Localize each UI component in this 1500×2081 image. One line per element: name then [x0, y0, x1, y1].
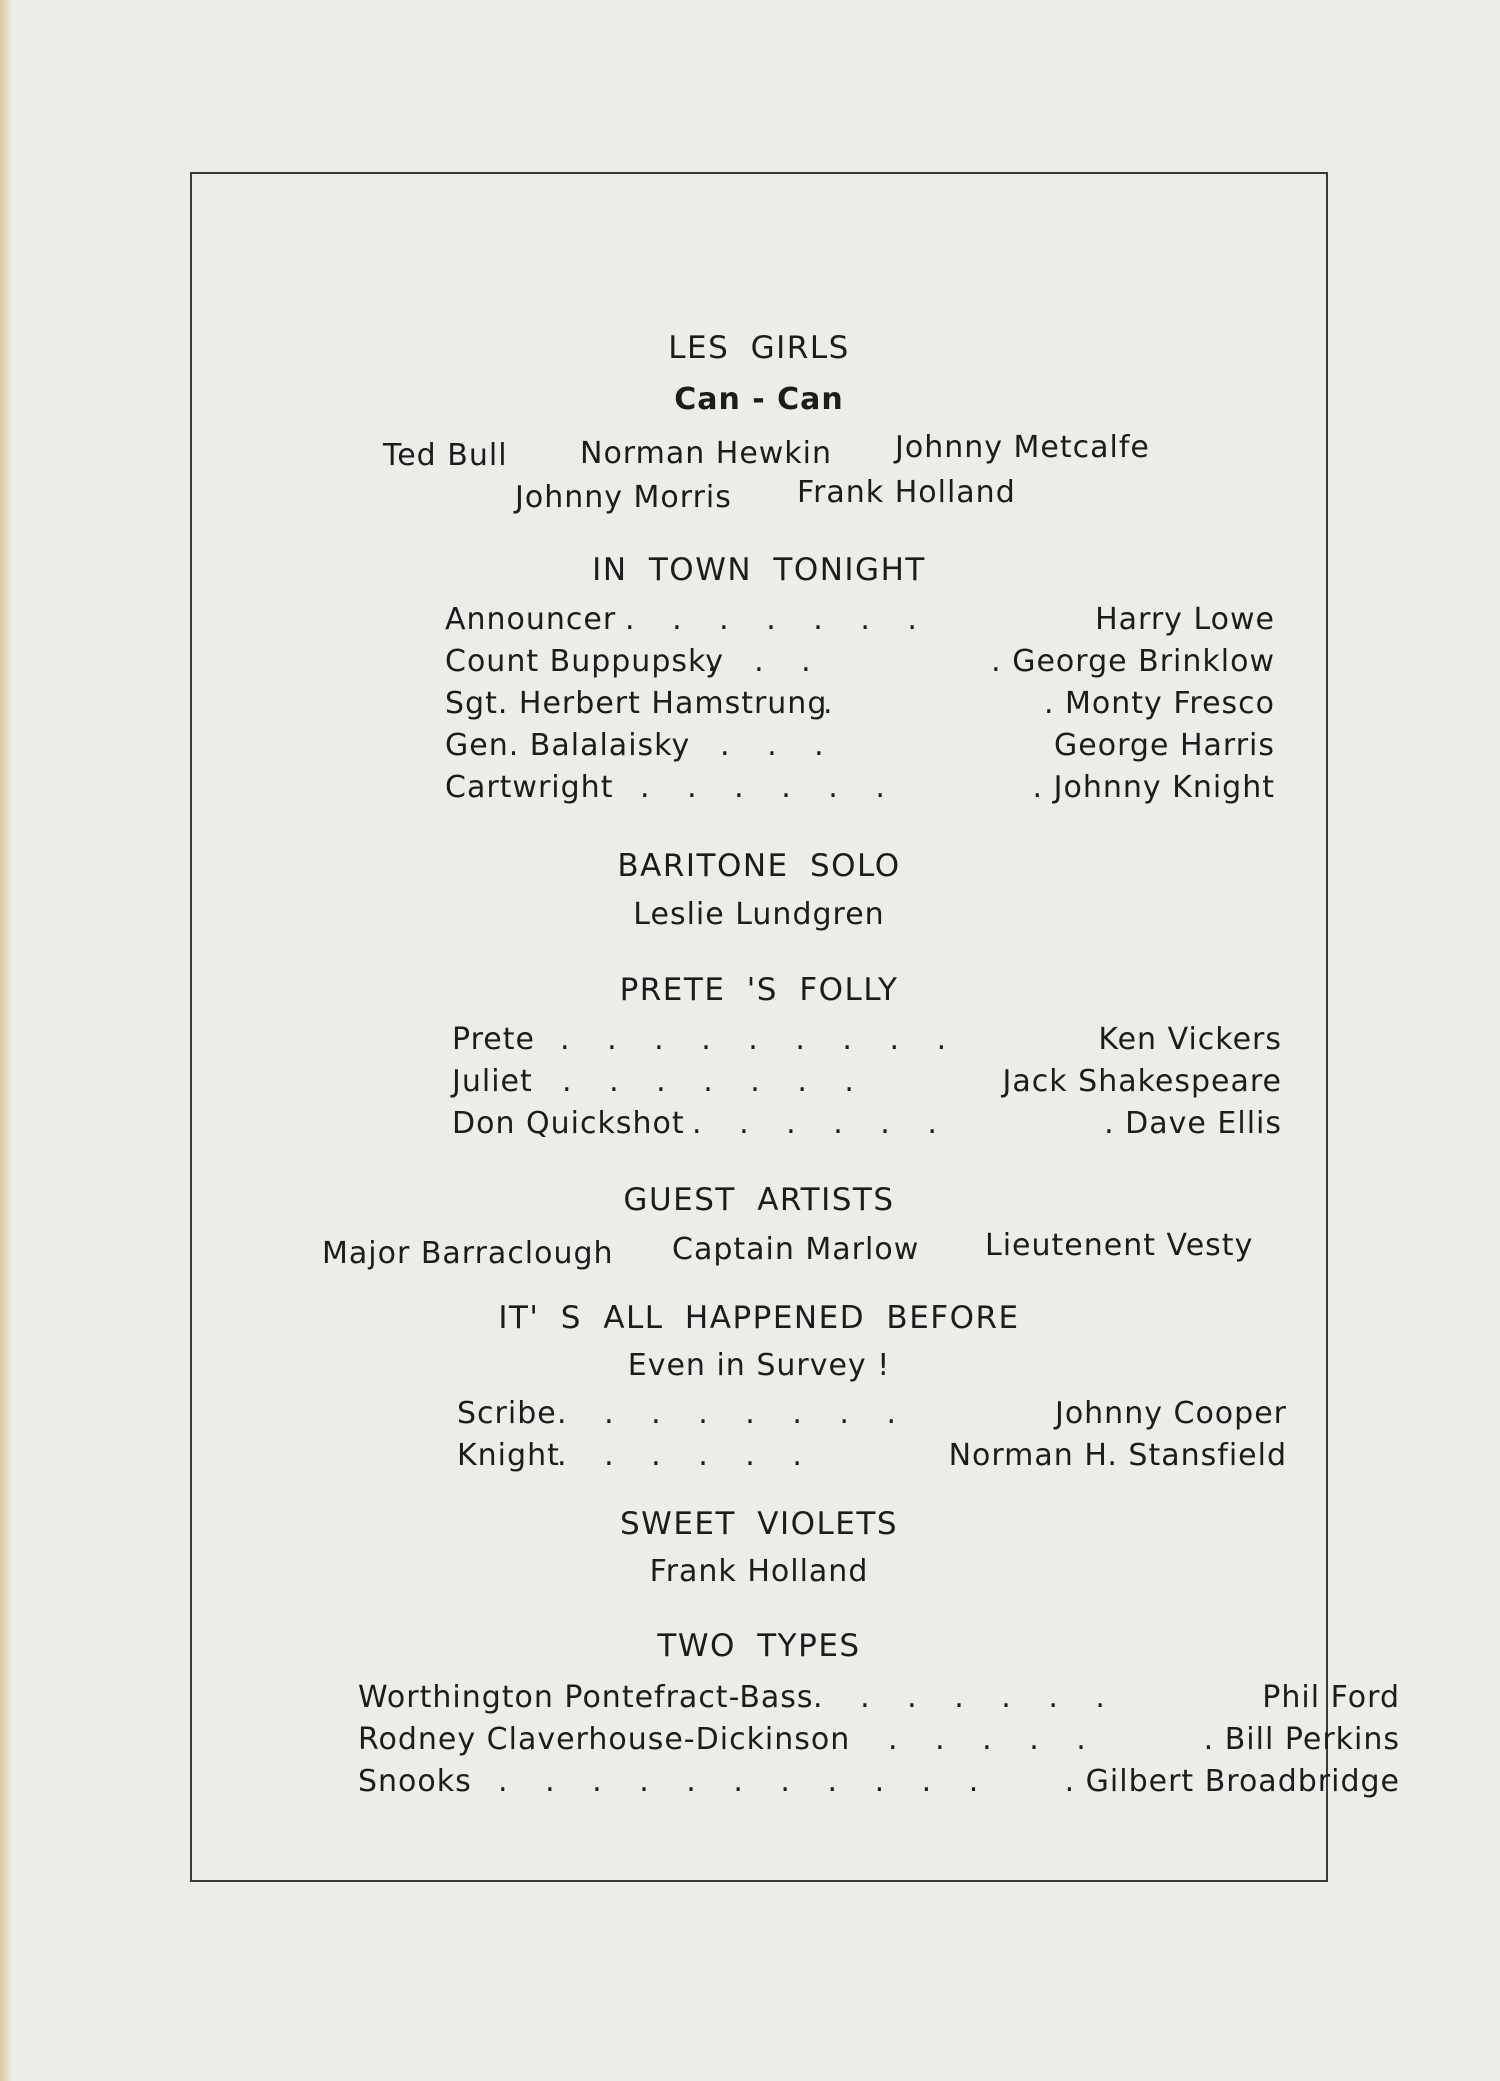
cast-role: Snooks: [358, 1764, 472, 1799]
baritone-performer: Leslie Lundgren: [633, 897, 885, 932]
cast-role: Cartwright: [445, 770, 614, 805]
leader-dots: . . . . . .: [692, 1106, 951, 1141]
performer-name: Norman Hewkin: [580, 436, 833, 471]
paper-edge: [0, 0, 12, 2081]
leader-dots: . . .: [707, 644, 825, 679]
cast-actor: Johnny Cooper: [1054, 1396, 1287, 1431]
leader-dots: . . . . . .: [640, 770, 899, 805]
leader-dots: . . . . . . .: [813, 1680, 1119, 1715]
cast-row: [445, 686, 1275, 726]
cast-role: Gen. Balalaisky: [445, 728, 691, 763]
section-subheading-even-in-survey: Even in Survey !: [627, 1348, 891, 1383]
cast-actor: . Bill Perkins: [1203, 1722, 1400, 1757]
cast-role: Don Quickshot: [452, 1106, 685, 1141]
guest-artist-name: Captain Marlow: [672, 1232, 920, 1267]
section-heading-its-all-happened-before: IT' S ALL HAPPENED BEFORE: [498, 1300, 1020, 1336]
performer-name: Frank Holland: [797, 475, 1016, 510]
program-content: [190, 172, 1400, 1882]
cast-role: Juliet: [452, 1064, 533, 1099]
leader-dots: . . . . . . . . .: [560, 1022, 961, 1057]
section-heading-pretes-folly: PRETE 'S FOLLY: [619, 972, 899, 1008]
section-heading-in-town-tonight: IN TOWN TONIGHT: [592, 552, 926, 588]
leader-dots: . . . . . . .: [625, 602, 931, 637]
cast-row: [457, 1438, 1287, 1478]
leader-dots: . . .: [720, 728, 838, 763]
cast-actor: . Monty Fresco: [1043, 686, 1275, 721]
leader-dots: . . . . .: [888, 1722, 1100, 1757]
performer-name: Johnny Metcalfe: [895, 430, 1150, 465]
cast-role: Rodney Claverhouse-Dickinson: [358, 1722, 851, 1757]
cast-row: [452, 1106, 1282, 1146]
cast-row: [445, 602, 1275, 642]
guest-artist-name: Lieutenent Vesty: [985, 1228, 1254, 1263]
section-subheading-can-can: Can - Can: [674, 382, 844, 417]
cast-row: [445, 770, 1275, 810]
cast-actor: Jack Shakespeare: [1002, 1064, 1282, 1099]
leader-dots: . . . . . . . .: [557, 1396, 911, 1431]
cast-actor: . George Brinklow: [991, 644, 1275, 679]
cast-role: Scribe: [457, 1396, 557, 1431]
cast-role: Announcer: [445, 602, 617, 637]
cast-row: [358, 1722, 1400, 1762]
cast-row: [457, 1396, 1287, 1436]
cast-actor: . Dave Ellis: [1104, 1106, 1282, 1141]
section-heading-guest-artists: GUEST ARTISTS: [623, 1182, 895, 1218]
section-heading-sweet-violets: SWEET VIOLETS: [619, 1506, 898, 1542]
cast-actor: Harry Lowe: [1095, 602, 1275, 637]
cast-actor: George Harris: [1054, 728, 1275, 763]
guest-artist-name: Major Barraclough: [322, 1236, 614, 1271]
cast-row: [452, 1064, 1282, 1104]
sweet-violets-performer: Frank Holland: [649, 1554, 869, 1589]
cast-role: Knight: [457, 1438, 560, 1473]
section-heading-baritone-solo: BARITONE SOLO: [617, 848, 901, 884]
cast-actor: Phil Ford: [1262, 1680, 1400, 1715]
cast-role: Worthington Pontefract-Bass: [358, 1680, 814, 1715]
cast-row: [358, 1764, 1400, 1804]
cast-actor: Ken Vickers: [1098, 1022, 1282, 1057]
leader-dots: . . . . . . .: [562, 1064, 868, 1099]
cast-role: Prete: [452, 1022, 535, 1057]
performer-name: Ted Bull: [383, 438, 508, 473]
section-heading-two-types: TWO TYPES: [657, 1628, 861, 1664]
cast-row: [445, 728, 1275, 768]
leader-dots: . . . . . .: [557, 1438, 816, 1473]
section-heading-les-girls: LES GIRLS: [668, 330, 850, 366]
cast-role: Count Buppupsky: [445, 644, 725, 679]
leader-dots: .: [823, 686, 847, 721]
performer-name: Johnny Morris: [515, 480, 732, 515]
cast-row: [358, 1680, 1400, 1720]
cast-role: Sgt. Herbert Hamstrung: [445, 686, 828, 721]
cast-row: [452, 1022, 1282, 1062]
cast-actor: Norman H. Stansfield: [948, 1438, 1287, 1473]
leader-dots: . . . . . . . . . . .: [498, 1764, 993, 1799]
cast-row: [445, 644, 1275, 684]
cast-actor: . Johnny Knight: [1032, 770, 1275, 805]
cast-actor: . Gilbert Broadbridge: [1064, 1764, 1400, 1799]
